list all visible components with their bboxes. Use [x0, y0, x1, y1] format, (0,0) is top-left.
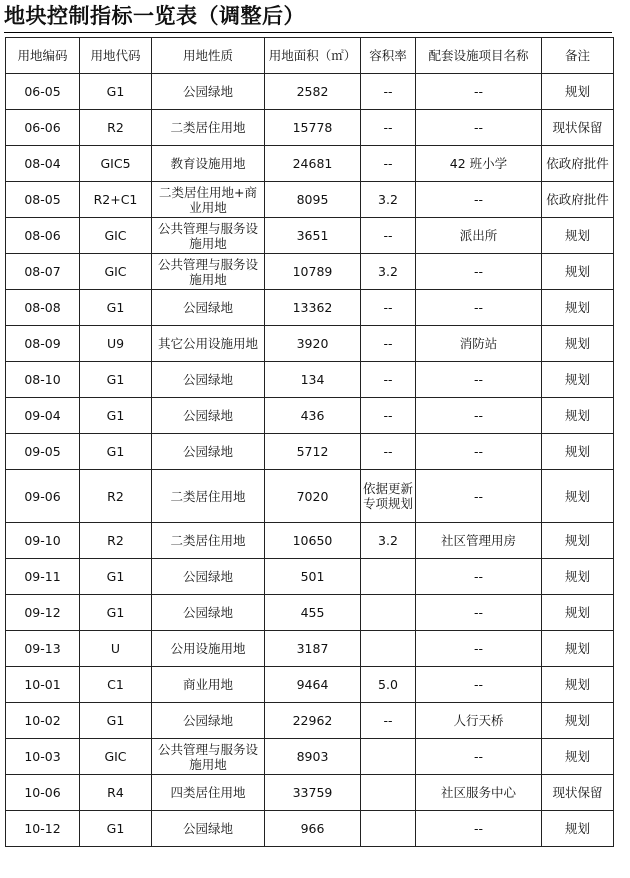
cell-type: GIC5 [80, 146, 152, 182]
cell-facility: -- [416, 362, 542, 398]
table-row [6, 703, 614, 739]
cell-facility: -- [416, 470, 542, 523]
cell-note: 规划 [542, 631, 614, 667]
cell-use: 公用设施用地 [152, 631, 265, 667]
cell-code: 09-04 [6, 398, 80, 434]
cell-type: G1 [80, 398, 152, 434]
cell-code: 09-05 [6, 434, 80, 470]
cell-code: 09-06 [6, 470, 80, 523]
cell-facility: 人行天桥 [416, 703, 542, 739]
cell-far [361, 631, 416, 667]
cell-note: 规划 [542, 290, 614, 326]
table-row [6, 362, 614, 398]
cell-area: 7020 [265, 470, 361, 523]
cell-type: C1 [80, 667, 152, 703]
header-use: 用地性质 [152, 38, 265, 74]
cell-use: 公共管理与服务设施用地 [152, 218, 265, 254]
cell-far [361, 811, 416, 847]
cell-type: R2 [80, 110, 152, 146]
cell-note: 现状保留 [542, 110, 614, 146]
cell-type: R2+C1 [80, 182, 152, 218]
cell-area: 455 [265, 595, 361, 631]
cell-far: 3.2 [361, 523, 416, 559]
cell-facility: -- [416, 74, 542, 110]
cell-note: 规划 [542, 667, 614, 703]
cell-far [361, 559, 416, 595]
cell-area: 3187 [265, 631, 361, 667]
cell-facility: 派出所 [416, 218, 542, 254]
cell-note: 规划 [542, 218, 614, 254]
table-row [6, 811, 614, 847]
title-underline [4, 32, 612, 33]
cell-code: 09-12 [6, 595, 80, 631]
cell-far: 3.2 [361, 254, 416, 290]
cell-facility: -- [416, 182, 542, 218]
cell-far: -- [361, 362, 416, 398]
cell-code: 08-09 [6, 326, 80, 362]
cell-area: 8095 [265, 182, 361, 218]
cell-type: G1 [80, 595, 152, 631]
table-row [6, 218, 614, 254]
cell-note: 依政府批件 [542, 146, 614, 182]
page-title: 地块控制指标一览表（调整后） [4, 4, 305, 28]
cell-code: 06-05 [6, 74, 80, 110]
table-row [6, 434, 614, 470]
table-row [6, 254, 614, 290]
cell-facility: -- [416, 398, 542, 434]
cell-facility: -- [416, 110, 542, 146]
cell-far: -- [361, 703, 416, 739]
cell-type: G1 [80, 559, 152, 595]
table-row [6, 470, 614, 523]
cell-use: 其它公用设施用地 [152, 326, 265, 362]
cell-note: 现状保留 [542, 775, 614, 811]
cell-use: 公园绿地 [152, 811, 265, 847]
cell-far: -- [361, 290, 416, 326]
cell-area: 3920 [265, 326, 361, 362]
cell-facility: -- [416, 811, 542, 847]
table-row [6, 523, 614, 559]
cell-facility: -- [416, 559, 542, 595]
cell-area: 15778 [265, 110, 361, 146]
cell-note: 规划 [542, 595, 614, 631]
table-row [6, 739, 614, 775]
cell-type: G1 [80, 74, 152, 110]
cell-type: R2 [80, 470, 152, 523]
cell-note: 规划 [542, 362, 614, 398]
cell-note: 规划 [542, 739, 614, 775]
cell-note: 依政府批件 [542, 182, 614, 218]
table-row [6, 182, 614, 218]
cell-use: 公园绿地 [152, 74, 265, 110]
cell-area: 501 [265, 559, 361, 595]
cell-area: 9464 [265, 667, 361, 703]
table-row [6, 667, 614, 703]
cell-code: 10-02 [6, 703, 80, 739]
table-row [6, 631, 614, 667]
cell-code: 09-11 [6, 559, 80, 595]
cell-facility: -- [416, 434, 542, 470]
cell-area: 33759 [265, 775, 361, 811]
cell-use: 二类居住用地+商业用地 [152, 182, 265, 218]
cell-code: 08-08 [6, 290, 80, 326]
cell-area: 8903 [265, 739, 361, 775]
cell-facility: 消防站 [416, 326, 542, 362]
cell-code: 08-05 [6, 182, 80, 218]
cell-code: 08-10 [6, 362, 80, 398]
cell-use: 公园绿地 [152, 559, 265, 595]
cell-code: 08-07 [6, 254, 80, 290]
cell-facility: -- [416, 254, 542, 290]
cell-code: 06-06 [6, 110, 80, 146]
header-far: 容积率 [361, 38, 416, 74]
cell-code: 09-10 [6, 523, 80, 559]
header-type: 用地代码 [80, 38, 152, 74]
cell-note: 规划 [542, 74, 614, 110]
land-control-table [5, 37, 614, 847]
cell-area: 134 [265, 362, 361, 398]
cell-code: 08-04 [6, 146, 80, 182]
table-row [6, 110, 614, 146]
cell-type: GIC [80, 218, 152, 254]
cell-use: 公园绿地 [152, 362, 265, 398]
cell-far: 3.2 [361, 182, 416, 218]
cell-far: -- [361, 110, 416, 146]
cell-use: 二类居住用地 [152, 523, 265, 559]
table-row [6, 290, 614, 326]
table-row [6, 595, 614, 631]
cell-note: 规划 [542, 398, 614, 434]
table-row [6, 74, 614, 110]
cell-area: 3651 [265, 218, 361, 254]
cell-use: 公园绿地 [152, 595, 265, 631]
cell-note: 规划 [542, 811, 614, 847]
table-header-row [6, 38, 614, 74]
cell-type: U9 [80, 326, 152, 362]
cell-use: 公园绿地 [152, 434, 265, 470]
cell-type: R4 [80, 775, 152, 811]
cell-facility: -- [416, 739, 542, 775]
cell-facility: 社区服务中心 [416, 775, 542, 811]
cell-note: 规划 [542, 254, 614, 290]
cell-type: U [80, 631, 152, 667]
cell-area: 2582 [265, 74, 361, 110]
cell-code: 10-12 [6, 811, 80, 847]
cell-code: 10-06 [6, 775, 80, 811]
cell-use: 商业用地 [152, 667, 265, 703]
cell-code: 09-13 [6, 631, 80, 667]
cell-type: G1 [80, 811, 152, 847]
table-row [6, 559, 614, 595]
cell-note: 规划 [542, 326, 614, 362]
cell-code: 10-03 [6, 739, 80, 775]
cell-use: 教育设施用地 [152, 146, 265, 182]
cell-note: 规划 [542, 703, 614, 739]
cell-code: 10-01 [6, 667, 80, 703]
cell-area: 966 [265, 811, 361, 847]
cell-type: GIC [80, 739, 152, 775]
cell-area: 10789 [265, 254, 361, 290]
cell-far: -- [361, 74, 416, 110]
cell-type: G1 [80, 434, 152, 470]
header-code: 用地编码 [6, 38, 80, 74]
table-row [6, 326, 614, 362]
cell-facility: -- [416, 667, 542, 703]
header-note: 备注 [542, 38, 614, 74]
cell-note: 规划 [542, 470, 614, 523]
table-row [6, 775, 614, 811]
cell-use: 四类居住用地 [152, 775, 265, 811]
cell-use: 公园绿地 [152, 290, 265, 326]
cell-far [361, 595, 416, 631]
cell-use: 二类居住用地 [152, 110, 265, 146]
cell-far [361, 775, 416, 811]
cell-use: 公共管理与服务设施用地 [152, 254, 265, 290]
cell-area: 10650 [265, 523, 361, 559]
cell-area: 22962 [265, 703, 361, 739]
cell-area: 5712 [265, 434, 361, 470]
cell-code: 08-06 [6, 218, 80, 254]
cell-far: -- [361, 146, 416, 182]
cell-facility: -- [416, 595, 542, 631]
table-row [6, 146, 614, 182]
cell-note: 规划 [542, 559, 614, 595]
cell-far: -- [361, 434, 416, 470]
cell-far: 5.0 [361, 667, 416, 703]
cell-type: R2 [80, 523, 152, 559]
cell-type: G1 [80, 703, 152, 739]
cell-facility: -- [416, 631, 542, 667]
cell-area: 24681 [265, 146, 361, 182]
cell-facility: 社区管理用房 [416, 523, 542, 559]
cell-far [361, 739, 416, 775]
cell-far: 依据更新专项规划 [361, 470, 416, 523]
cell-use: 二类居住用地 [152, 470, 265, 523]
cell-type: GIC [80, 254, 152, 290]
cell-facility: -- [416, 290, 542, 326]
cell-use: 公园绿地 [152, 703, 265, 739]
cell-area: 13362 [265, 290, 361, 326]
cell-note: 规划 [542, 434, 614, 470]
cell-use: 公共管理与服务设施用地 [152, 739, 265, 775]
header-facility: 配套设施项目名称 [416, 38, 542, 74]
cell-type: G1 [80, 362, 152, 398]
cell-area: 436 [265, 398, 361, 434]
table-row [6, 398, 614, 434]
cell-facility: 42 班小学 [416, 146, 542, 182]
cell-use: 公园绿地 [152, 398, 265, 434]
header-area: 用地面积（㎡） [265, 38, 361, 74]
cell-far: -- [361, 398, 416, 434]
cell-type: G1 [80, 290, 152, 326]
cell-far: -- [361, 326, 416, 362]
cell-note: 规划 [542, 523, 614, 559]
cell-far: -- [361, 218, 416, 254]
